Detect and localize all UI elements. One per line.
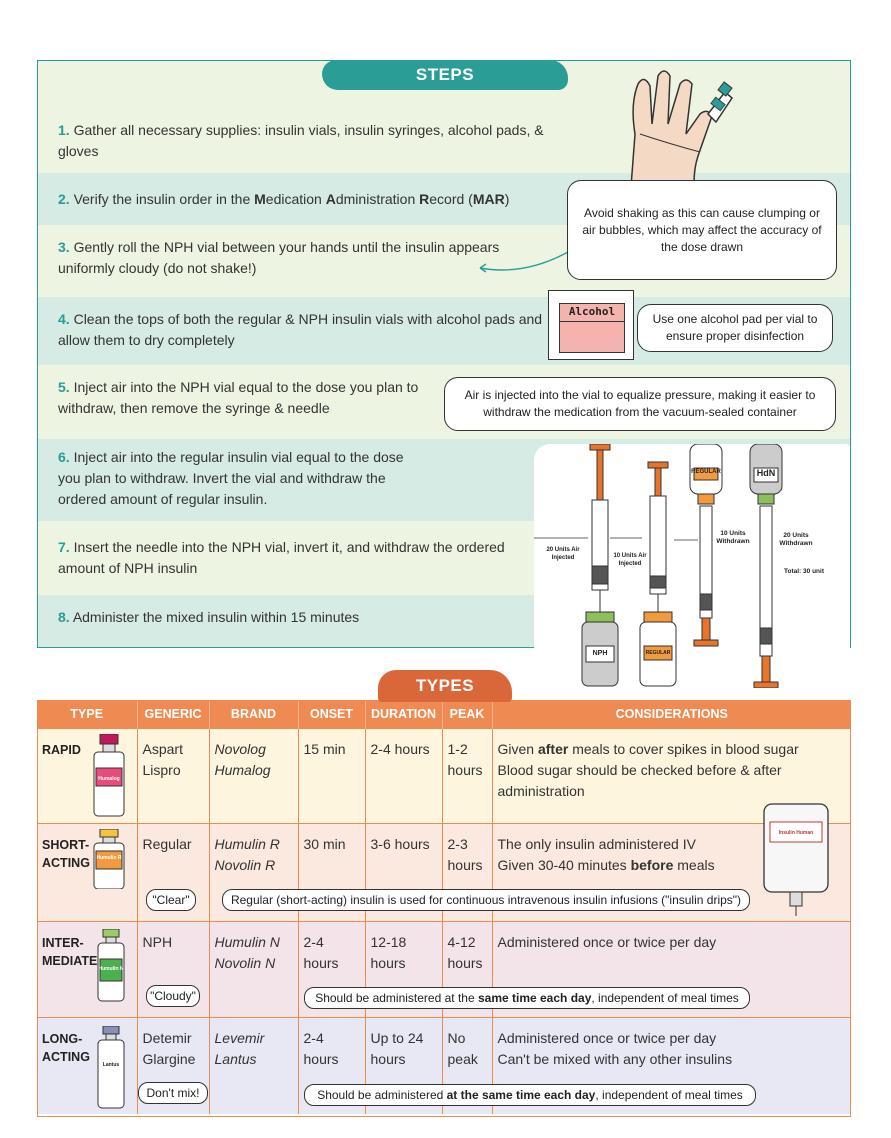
type-name: RAPID bbox=[42, 743, 81, 757]
col-peak: PEAK bbox=[442, 700, 492, 729]
type-name: INTER-MEDIATE bbox=[42, 936, 98, 968]
note-air: Air is injected into the vial to equalize pressure, making it easier to withdraw the medication from the vacuum-sealed container bbox=[444, 377, 836, 431]
step-4: 4. Clean the tops of both the regular & NPH insulin vials with alcohol pads and allow them to dry completely bbox=[38, 297, 850, 365]
col-onset: ONSET bbox=[298, 700, 365, 729]
air-10-label: 10 Units Air Injected bbox=[613, 553, 647, 567]
step-1: 1. Gather all necessary supplies: insulin vials, insulin syringes, alcohol pads, & gloves bbox=[38, 61, 850, 173]
note-alcohol: Use one alcohol pad per vial to ensure proper disinfection bbox=[637, 304, 833, 352]
humalog-label: Humalog bbox=[98, 776, 120, 782]
type-name: LONG-ACTING bbox=[42, 1032, 90, 1064]
col-generic: GENERIC bbox=[137, 700, 209, 729]
iv-bag-label: Insulin Human bbox=[778, 830, 814, 836]
vial-regular-label: REGULAR bbox=[645, 650, 671, 656]
step-2-text: Verify the insulin order in the Medication Administration Record (MAR) bbox=[73, 191, 510, 207]
steps-banner: STEPS bbox=[322, 60, 568, 90]
vial-nph-inverted-label: HdN bbox=[756, 468, 776, 478]
step-5-text: Inject air into the NPH vial equal to the dose you plan to withdraw, then remove the syringe & needle bbox=[58, 379, 419, 416]
same-time-note-intermediate: Should be administered at the same time each day, independent of meal times bbox=[304, 987, 750, 1009]
cloudy-tag: "Cloudy" bbox=[146, 985, 200, 1007]
step-7: 7. Insert the needle into the NPH vial, invert it, and withdraw the ordered amount of NPH insulin bbox=[38, 521, 850, 595]
dont-mix-tag: Don't mix! bbox=[138, 1082, 208, 1104]
step-8: 8. Administer the mixed insulin within 15 minutes bbox=[38, 595, 850, 648]
humulin-r-label: Humulin R bbox=[96, 855, 122, 861]
lantus-vial-icon bbox=[96, 1026, 126, 1110]
alcohol-pad-icon bbox=[548, 290, 634, 360]
alcohol-label: Alcohol bbox=[559, 303, 625, 322]
lantus-label: Lantus bbox=[102, 1062, 120, 1068]
table-row: SHORT-ACTING Regular Humulin R Novolin R 30 min 3-6 hours 2-3 hours The only insulin administered IV Given 30-40 minutes before meals bbox=[37, 824, 851, 922]
table-row: RAPID Aspart Lispro Novolog Humalog 15 min 2-4 hours 1-2 hours Given after meals to cover spikes in blood sugar Blood sugar should be checked before & after administration bbox=[37, 729, 851, 824]
note-shaking: Avoid shaking as this can cause clumping or air bubbles, which may affect the accuracy of the dose drawn bbox=[567, 180, 837, 280]
type-name: SHORT-ACTING bbox=[42, 838, 90, 870]
clear-tag: "Clear" bbox=[146, 889, 196, 911]
col-brand: BRAND bbox=[209, 700, 298, 729]
step-6-text: Inject air into the regular insulin vial equal to the dose you plan to withdraw. Invert the vial and withdraw the ordered amount of regular insulin. bbox=[58, 449, 404, 507]
iv-bag-icon bbox=[760, 800, 832, 916]
syringe-diagram bbox=[534, 444, 850, 688]
humulin-n-label: Humulin N bbox=[98, 966, 124, 972]
step-6: 6. Inject air into the regular insulin vial equal to the dose you plan to withdraw. Invert the vial and withdraw the ordered amount of regular insulin. bbox=[38, 439, 850, 521]
vial-nph-label: NPH bbox=[592, 650, 608, 657]
step-3: 3. Gently roll the NPH vial between your hands until the insulin appears uniformly cloudy (do not shake!) bbox=[38, 225, 850, 297]
arrow-icon bbox=[474, 246, 570, 276]
types-banner: TYPES bbox=[378, 670, 512, 702]
air-20-label: 20 Units Air Injected bbox=[546, 547, 580, 561]
step-8-text: Administer the mixed insulin within 15 minutes bbox=[72, 609, 360, 625]
table-row: LONG-ACTING Detemir Glargine Levemir Lantus 2-4 hours Up to 24 hours No peak Administered once or twice per day Can't be mixed with any other insulins bbox=[37, 1018, 851, 1114]
total-label: Total: 30 unit bbox=[784, 568, 824, 575]
step-5: 5. Inject air into the NPH vial equal to the dose you plan to withdraw, then remove the syringe & needle bbox=[38, 365, 850, 439]
col-duration: DURATION bbox=[365, 700, 442, 729]
step-7-text: Insert the needle into the NPH vial, invert it, and withdraw the ordered amount of NPH insulin bbox=[58, 539, 505, 576]
vial-regular-inverted-label: REGULAR bbox=[691, 469, 721, 475]
step-4-text: Clean the tops of both the regular & NPH insulin vials with alcohol pads and allow them to dry completely bbox=[58, 311, 543, 348]
syringe-illustration-icon bbox=[534, 444, 850, 688]
withdrawn-10-label: 10 Units Withdrawn bbox=[716, 530, 750, 545]
step-1-text: Gather all necessary supplies: insulin vials, insulin syringes, alcohol pads, & gloves bbox=[58, 122, 544, 159]
table-header-row bbox=[37, 700, 851, 729]
col-considerations: CONSIDERATIONS bbox=[492, 700, 851, 729]
col-type: TYPE bbox=[37, 700, 137, 729]
withdrawn-20-label: 20 Units Withdrawn bbox=[779, 532, 813, 547]
step-2: 2. Verify the insulin order in the Medication Administration Record (MAR) bbox=[38, 173, 850, 225]
iv-note: Regular (short-acting) insulin is used for continuous intravenous insulin infusions ("insulin drips") bbox=[222, 889, 750, 911]
same-time-note-long: Should be administered at the same time each day, independent of meal times bbox=[304, 1084, 756, 1106]
step-3-text: Gently roll the NPH vial between your hands until the insulin appears uniformly cloudy (do not shake!) bbox=[58, 239, 500, 276]
table-row: INTER-MEDIATE NPH Humulin N Novolin N 2-4 hours 12-18 hours 4-12 hours Administered once or twice per day bbox=[37, 922, 851, 1018]
